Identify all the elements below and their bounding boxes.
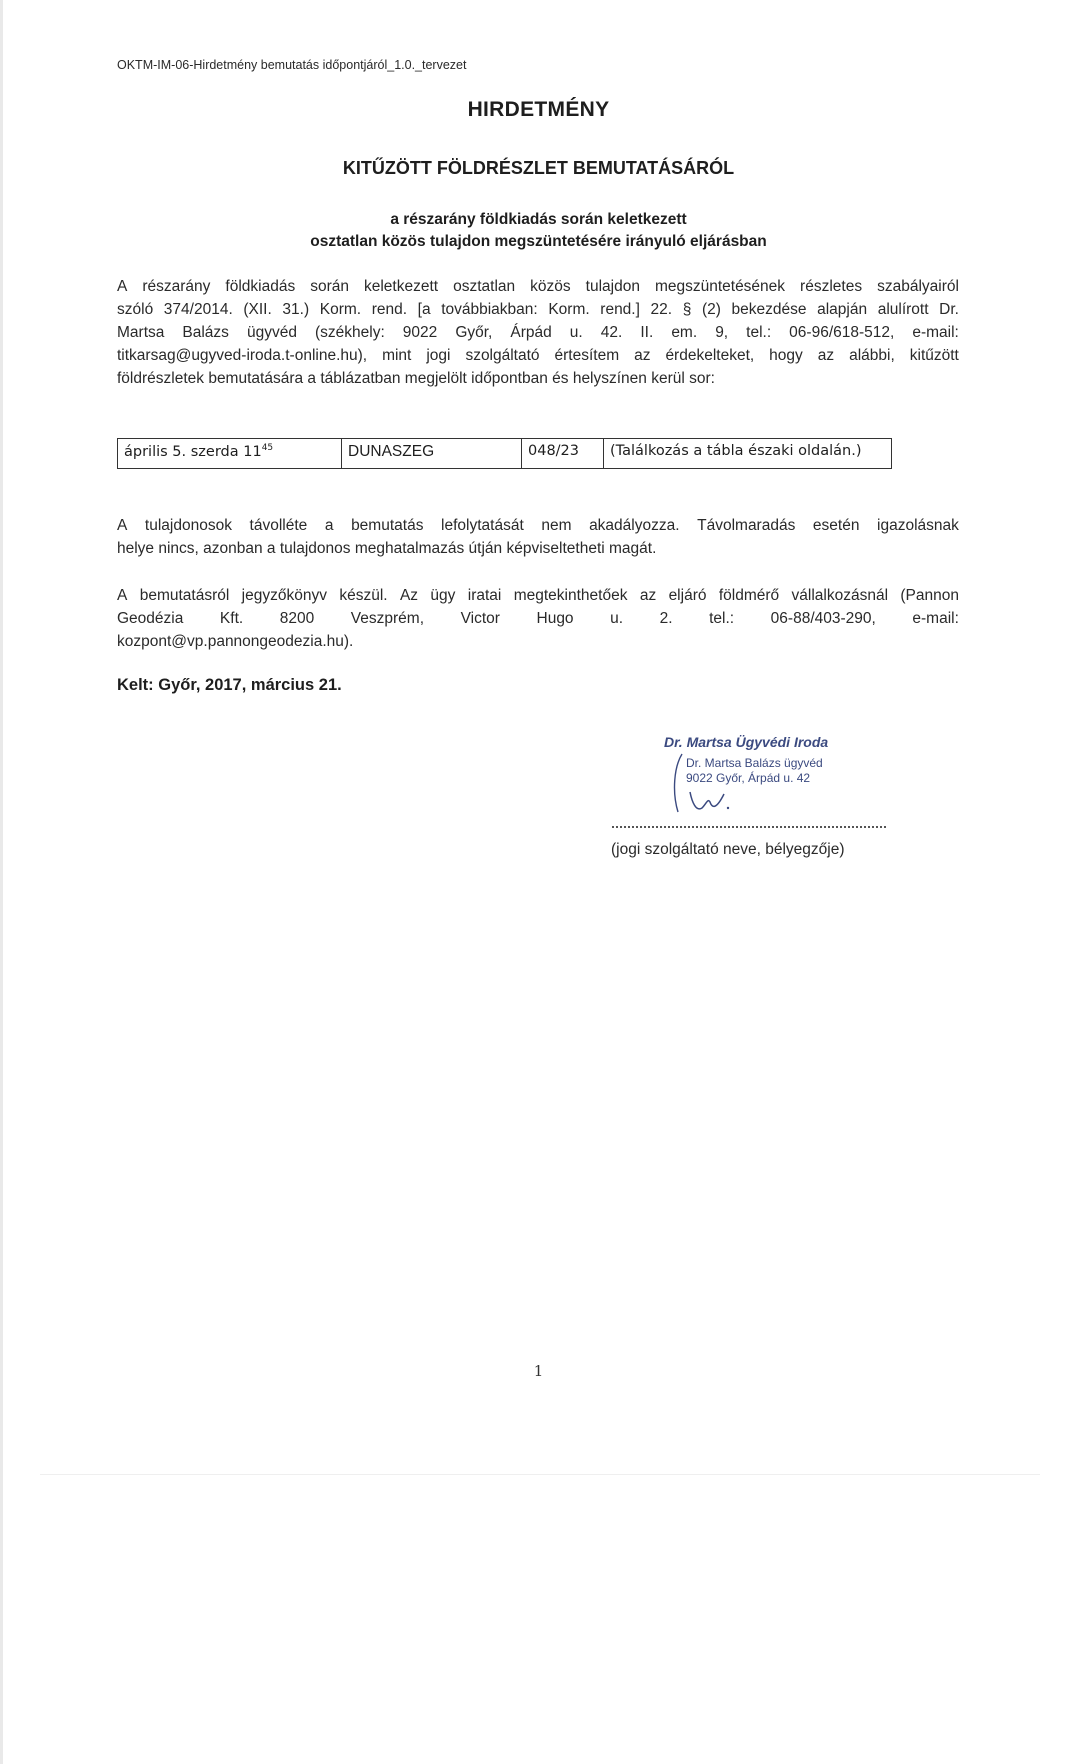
procedure-subject — [0, 209, 1071, 253]
page-number: 1 — [533, 1362, 544, 1380]
stamp-title: Dr. Martsa Ügyvédi Iroda — [664, 734, 829, 750]
records-line: A bemutatásról jegyzőkönyv készül. Az ügy iratai megtekinthetőek az eljáró földmérő vállalkozásnál (Pannon — [117, 587, 959, 604]
stamp-line-2: 9022 Győr, Árpád u. 42 — [686, 771, 811, 785]
schedule-table — [117, 438, 892, 469]
handwritten-signature — [664, 732, 864, 824]
signature-caption: (jogi szolgáltató neve, bélyegzője) — [611, 841, 845, 858]
absence-paragraph — [117, 514, 959, 560]
scan-edge — [0, 0, 3, 1764]
records-line: kozpont@vp.pannongeodezia.hu). — [117, 633, 354, 650]
document-reference: OKTM-IM-06-Hirdetmény bemutatás időpontjáról_1.0._tervezet — [117, 58, 467, 72]
intro-paragraph — [117, 275, 959, 390]
schedule-date: április 5. szerda 11 — [124, 443, 262, 460]
intro-line: A részarány földkiadás során keletkezett osztatlan közös tulajdon megszüntetésének részletes szabályairól — [117, 278, 959, 295]
page-bottom-edge — [40, 1474, 1040, 1475]
intro-line: Martsa Balázs ügyvéd (székhely: 9022 Győr, Árpád u. 42. II. em. 9, tel.: 06-96/618-512, e-mail: — [117, 324, 959, 341]
records-paragraph — [117, 584, 959, 653]
schedule-settlement: DUNASZEG — [342, 439, 522, 468]
subject-line-2: osztatlan közös tulajdon megszüntetésére irányuló eljárásban — [310, 233, 767, 250]
schedule-date-cell — [118, 439, 342, 468]
intro-line: titkarsag@ugyved-iroda.t-online.hu), mint jogi szolgáltató értesítem az érdekelteket, hogy az alábbi, kitűzött — [117, 347, 959, 364]
intro-line: földrészletek bemutatására a táblázatban megjelölt időpontban és helyszínen kerül sor: — [117, 370, 715, 387]
office-stamp — [664, 732, 864, 824]
dated-line: Kelt: Győr, 2017, március 21. — [117, 676, 342, 694]
schedule-parcel: 048/23 — [522, 439, 604, 468]
signature-line — [612, 826, 886, 828]
schedule-time-minutes: 45 — [261, 443, 274, 453]
document-title: HIRDETMÉNY — [467, 98, 610, 121]
document-subtitle: KITŰZÖTT FÖLDRÉSZLET BEMUTATÁSÁRÓL — [342, 158, 735, 178]
schedule-meeting-point: (Találkozás a tábla északi oldalán.) — [610, 443, 862, 459]
records-line: Geodézia Kft. 8200 Veszprém, Victor Hugo u. 2. tel.: 06-88/403-290, e-mail: — [117, 610, 959, 627]
stamp-line-1: Dr. Martsa Balázs ügyvéd — [686, 756, 823, 770]
absence-line: A tulajdonosok távolléte a bemutatás lefolytatását nem akadályozza. Távolmaradás esetén igazolásnak — [117, 517, 959, 534]
subject-line-1: a részarány földkiadás során keletkezett — [390, 211, 687, 228]
absence-line: helye nincs, azonban a tulajdonos meghatalmazás útján képviseltetheti magát. — [117, 540, 657, 557]
intro-line: szóló 374/2014. (XII. 31.) Korm. rend. [a továbbiakban: Korm. rend.] 22. § (2) bekezdése alapján alulírott Dr. — [117, 301, 959, 318]
